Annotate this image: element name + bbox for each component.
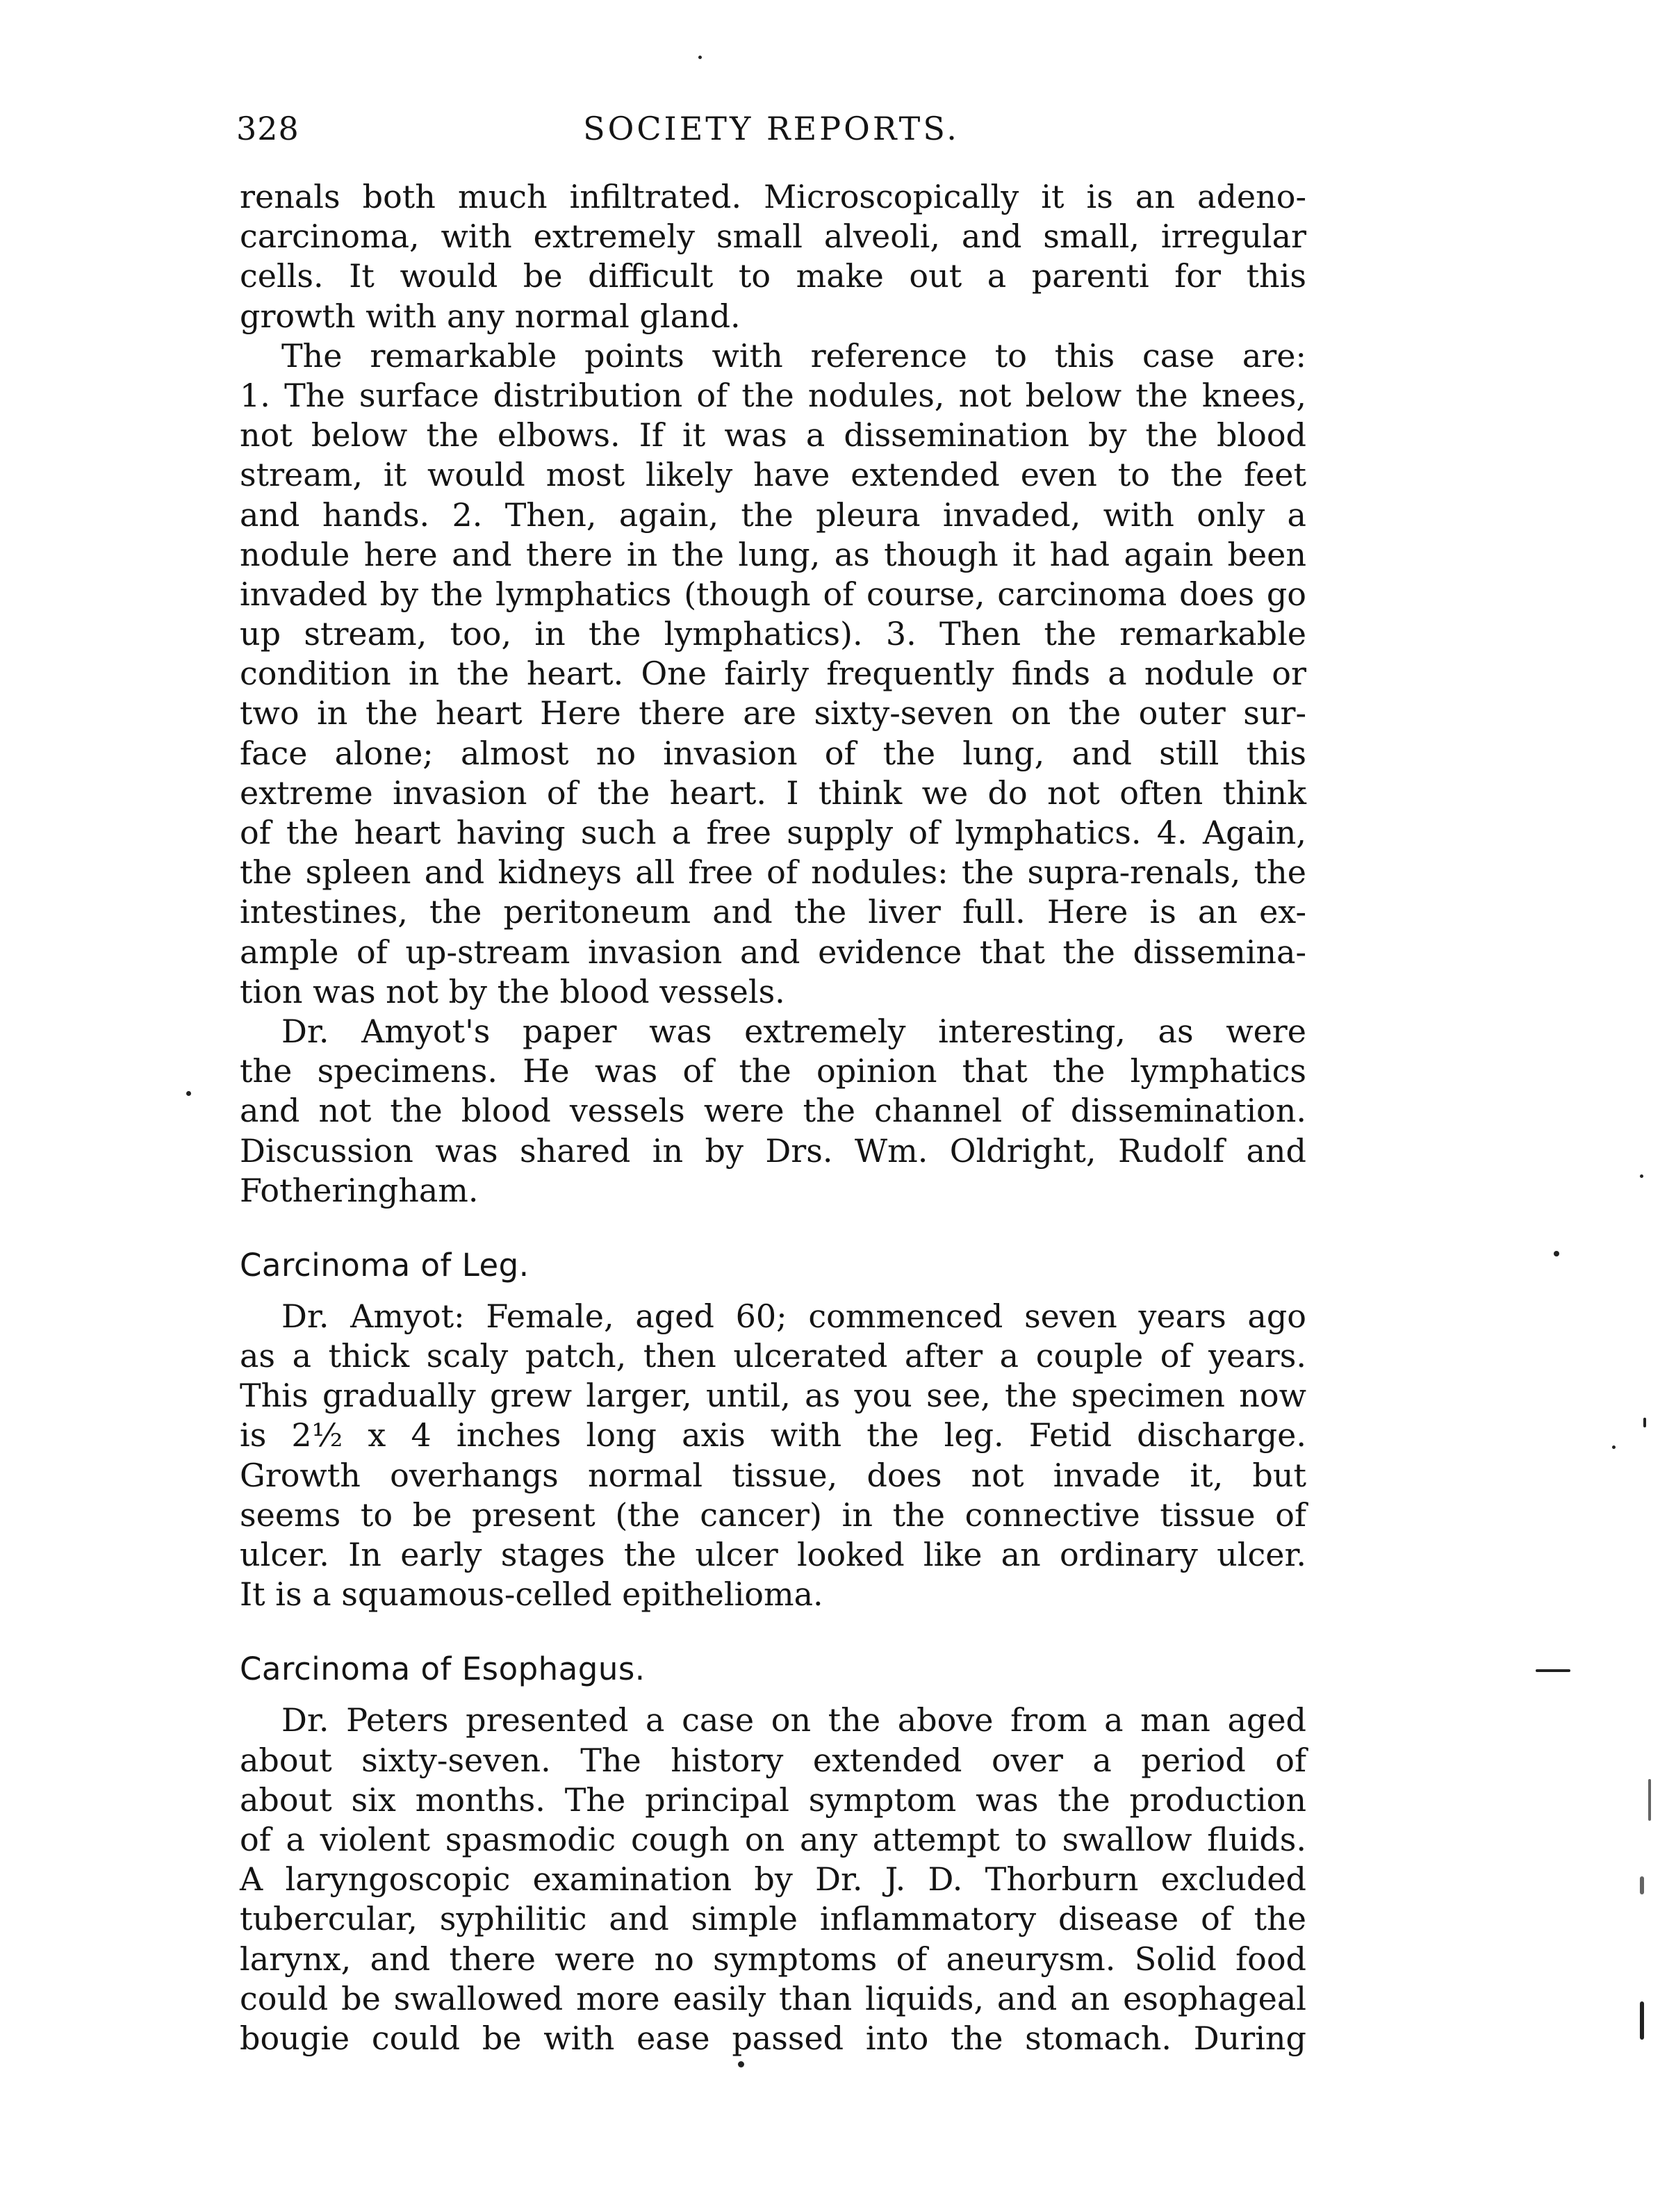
body-text	[240, 177, 1306, 2058]
text-line: two in the heart Here there are sixty-seven on the outer sur-	[240, 694, 1306, 732]
text-line: This gradually grew larger, until, as you see, the specimen now	[240, 1377, 1306, 1415]
text-line: extreme invasion of the heart. I think we do not often think	[240, 773, 1306, 812]
text-line: Dr. Peters presented a case on the above from a man aged	[281, 1701, 1306, 1739]
text-line: stream, it would most likely have extended even to the feet	[240, 456, 1306, 494]
section-gap	[240, 1211, 1306, 1244]
text-line: growth with any normal gland.	[240, 297, 741, 335]
text-line: tion was not by the blood vessels.	[240, 972, 785, 1010]
text-line: larynx, and there were no symptoms of aneurysm. Solid food	[240, 1940, 1306, 1978]
text-line: is 2½ x 4 inches long axis with the leg. Fetid discharge.	[240, 1416, 1306, 1455]
text-line: carcinoma, with extremely small alveoli, and small, irregular	[240, 218, 1306, 256]
text-line: face alone; almost no invasion of the lung, and still this	[240, 734, 1306, 772]
text-line: Discussion was shared in by Drs. Wm. Oldright, Rudolf and	[240, 1131, 1306, 1170]
scan-speck	[1536, 1669, 1570, 1672]
page-number: 328	[236, 110, 299, 147]
section-carcinoma-of-esophagus	[240, 1648, 1306, 2058]
text-line: Dr. Amyot: Female, aged 60; commenced seven years ago	[281, 1297, 1306, 1335]
scan-speck	[1612, 1445, 1616, 1449]
text-line: about six months. The principal symptom was the production	[240, 1780, 1306, 1819]
scan-speck	[698, 56, 702, 59]
text-line: Dr. Amyot's paper was extremely interesting, as were	[281, 1012, 1306, 1050]
scan-speck	[1554, 1251, 1559, 1256]
text-line: of a violent spasmodic cough on any attempt to swallow fluids.	[240, 1820, 1306, 1858]
section-heading: Carcinoma of Esophagus.	[240, 1650, 646, 1688]
text-line: ulcer. In early stages the ulcer looked like an ordinary ulcer.	[240, 1536, 1306, 1573]
text-line: renals both much infiltrated. Microscopically it is an adeno-	[240, 178, 1306, 215]
text-line: the specimens. He was of the opinion that the lymphatics	[240, 1052, 1306, 1090]
section-renal-carcinoma-discussion	[240, 177, 1306, 1211]
text-line: the spleen and kidneys all free of nodules: the supra-renals, the	[240, 853, 1306, 892]
text-line: not below the elbows. If it was a dissemination by the blood	[240, 416, 1306, 454]
scan-speck	[186, 1091, 191, 1096]
section-gap	[240, 1614, 1306, 1648]
scan-speck	[1640, 1876, 1644, 1894]
section-carcinoma-of-leg	[240, 1244, 1306, 1615]
scan-speck	[1640, 1174, 1643, 1178]
text-line: intestines, the peritoneum and the liver full. Here is an ex-	[240, 893, 1306, 931]
text-line: cells. It would be difficult to make out a parenti for this	[240, 257, 1306, 295]
text-line: of the heart having such a free supply of lymphatics. 4. Again,	[240, 814, 1306, 851]
text-line: ample of up-stream invasion and evidence that the dissemina-	[240, 933, 1306, 971]
text-line: and hands. 2. Then, again, the pleura invaded, with only a	[240, 495, 1306, 534]
scan-speck	[738, 2061, 744, 2067]
text-line: invaded by the lymphatics (though of course, carcinoma does go	[240, 575, 1306, 613]
text-line: It is a squamous-celled epithelioma.	[240, 1575, 823, 1614]
scan-speck	[1643, 1418, 1646, 1427]
text-line: seems to be present (the cancer) in the connective tissue of	[240, 1496, 1306, 1534]
text-line: condition in the heart. One fairly frequently finds a nodule or	[240, 655, 1306, 693]
text-line: could be swallowed more easily than liquids, and an esophageal	[240, 1979, 1306, 2017]
running-title: SOCIETY REPORTS.	[583, 110, 960, 147]
running-header	[236, 104, 1306, 153]
text-line: nodule here and there in the lung, as though it had again been	[240, 535, 1306, 573]
text-line: Fotheringham.	[240, 1171, 479, 1209]
scan-speck	[1640, 2001, 1644, 2040]
text-line: 1. The surface distribution of the nodules, not below the knees,	[240, 376, 1306, 414]
text-line: tubercular, syphilitic and simple inflammatory disease of the	[240, 1900, 1306, 1938]
scan-speck	[1648, 1779, 1651, 1821]
text-line: as a thick scaly patch, then ulcerated after a couple of years.	[240, 1337, 1306, 1375]
text-line: The remarkable points with reference to this case are:	[281, 336, 1306, 375]
text-line: bougie could be with ease passed into the stomach. During	[240, 2019, 1306, 2057]
text-line: about sixty-seven. The history extended over a period of	[240, 1741, 1306, 1779]
text-line: and not the blood vessels were the channel of dissemination.	[240, 1092, 1306, 1130]
section-heading: Carcinoma of Leg.	[240, 1246, 529, 1284]
text-line: up stream, too, in the lymphatics). 3. Then the remarkable	[240, 615, 1306, 653]
text-line: Growth overhangs normal tissue, does not invade it, but	[240, 1456, 1306, 1494]
text-line: A laryngoscopic examination by Dr. J. D. Thorburn excluded	[240, 1860, 1306, 1899]
